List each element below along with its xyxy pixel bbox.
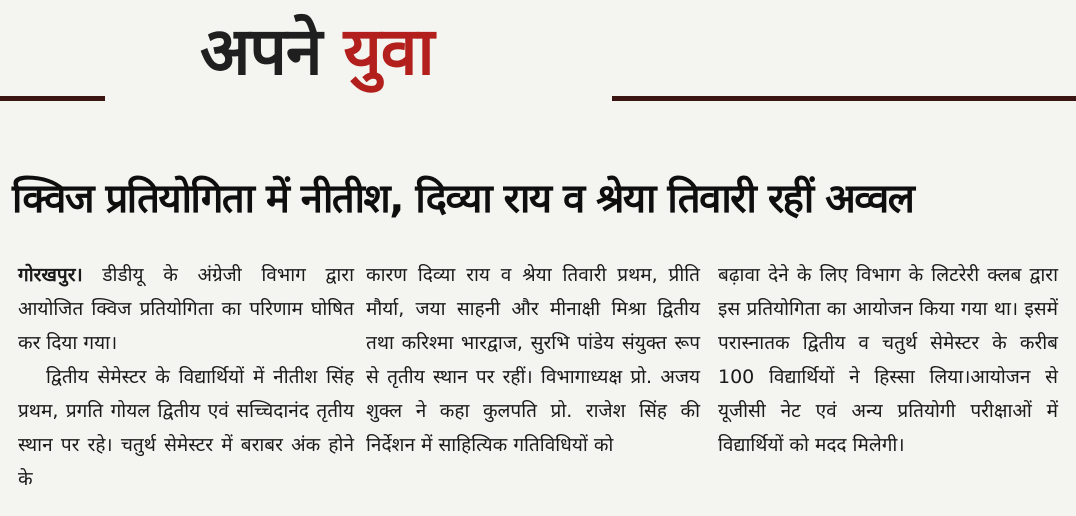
header-rule-right	[612, 96, 1076, 101]
section-title	[200, 4, 434, 100]
article-column-1	[18, 258, 354, 496]
article-paragraph-4: बढ़ावा देने के लिए विभाग के लिटरेरी क्लब द्वारा इस प्रतियोगिता का आयोजन किया गया था। इसमें परास्नातक द्वितीय व चतुर्थ सेमेस्टर के करीब 100 विद्यार्थियों ने हिस्सा लिया।आयोजन से यूजीसी नेट एवं अन्य प्रतियोगी परीक्षाओं में विद्यार्थियों को मदद मिलेगी।	[718, 264, 1058, 456]
section-title-word-1: अपने	[200, 13, 322, 90]
article-column-2	[366, 258, 700, 462]
article-column-3	[718, 258, 1058, 462]
article-headline: क्विज प्रतियोगिता में नीतीश, दिव्या राय व श्रेया तिवारी रहीं अव्वल	[12, 176, 914, 222]
section-title-word-2: युवा	[343, 13, 434, 90]
article-paragraph-1-text: डीडीयू के अंग्रेजी विभाग द्वारा आयोजित क्विज प्रतियोगिता का परिणाम घोषित कर दिया गया।	[18, 264, 354, 354]
dateline: गोरखपुर।	[18, 264, 83, 286]
article-paragraph-2: द्वितीय सेमेस्टर के विद्यार्थियों में नीतीश सिंह प्रथम, प्रगति गोयल द्वितीय एवं सच्चिदानंद तृतीय स्थान पर रहे। चतुर्थ सेमेस्टर में बराबर अंक होने के	[18, 366, 354, 490]
article-paragraph-1	[18, 258, 354, 360]
header-rule-left	[0, 96, 105, 101]
section-header	[0, 0, 1076, 120]
article-paragraph-3: कारण दिव्या राय व श्रेया तिवारी प्रथम, प्रीति मौर्या, जया साहनी और मीनाक्षी मिश्रा द्वितीय तथा करिश्मा भारद्वाज, सुरभि पांडेय संयुक्त रूप से तृतीय स्थान पर रहीं। विभागाध्यक्ष प्रो. अजय शुक्ल ने कहा कुलपति प्रो. राजेश सिंह की निर्देशन में साहित्यिक गतिविधियों को	[366, 264, 700, 456]
